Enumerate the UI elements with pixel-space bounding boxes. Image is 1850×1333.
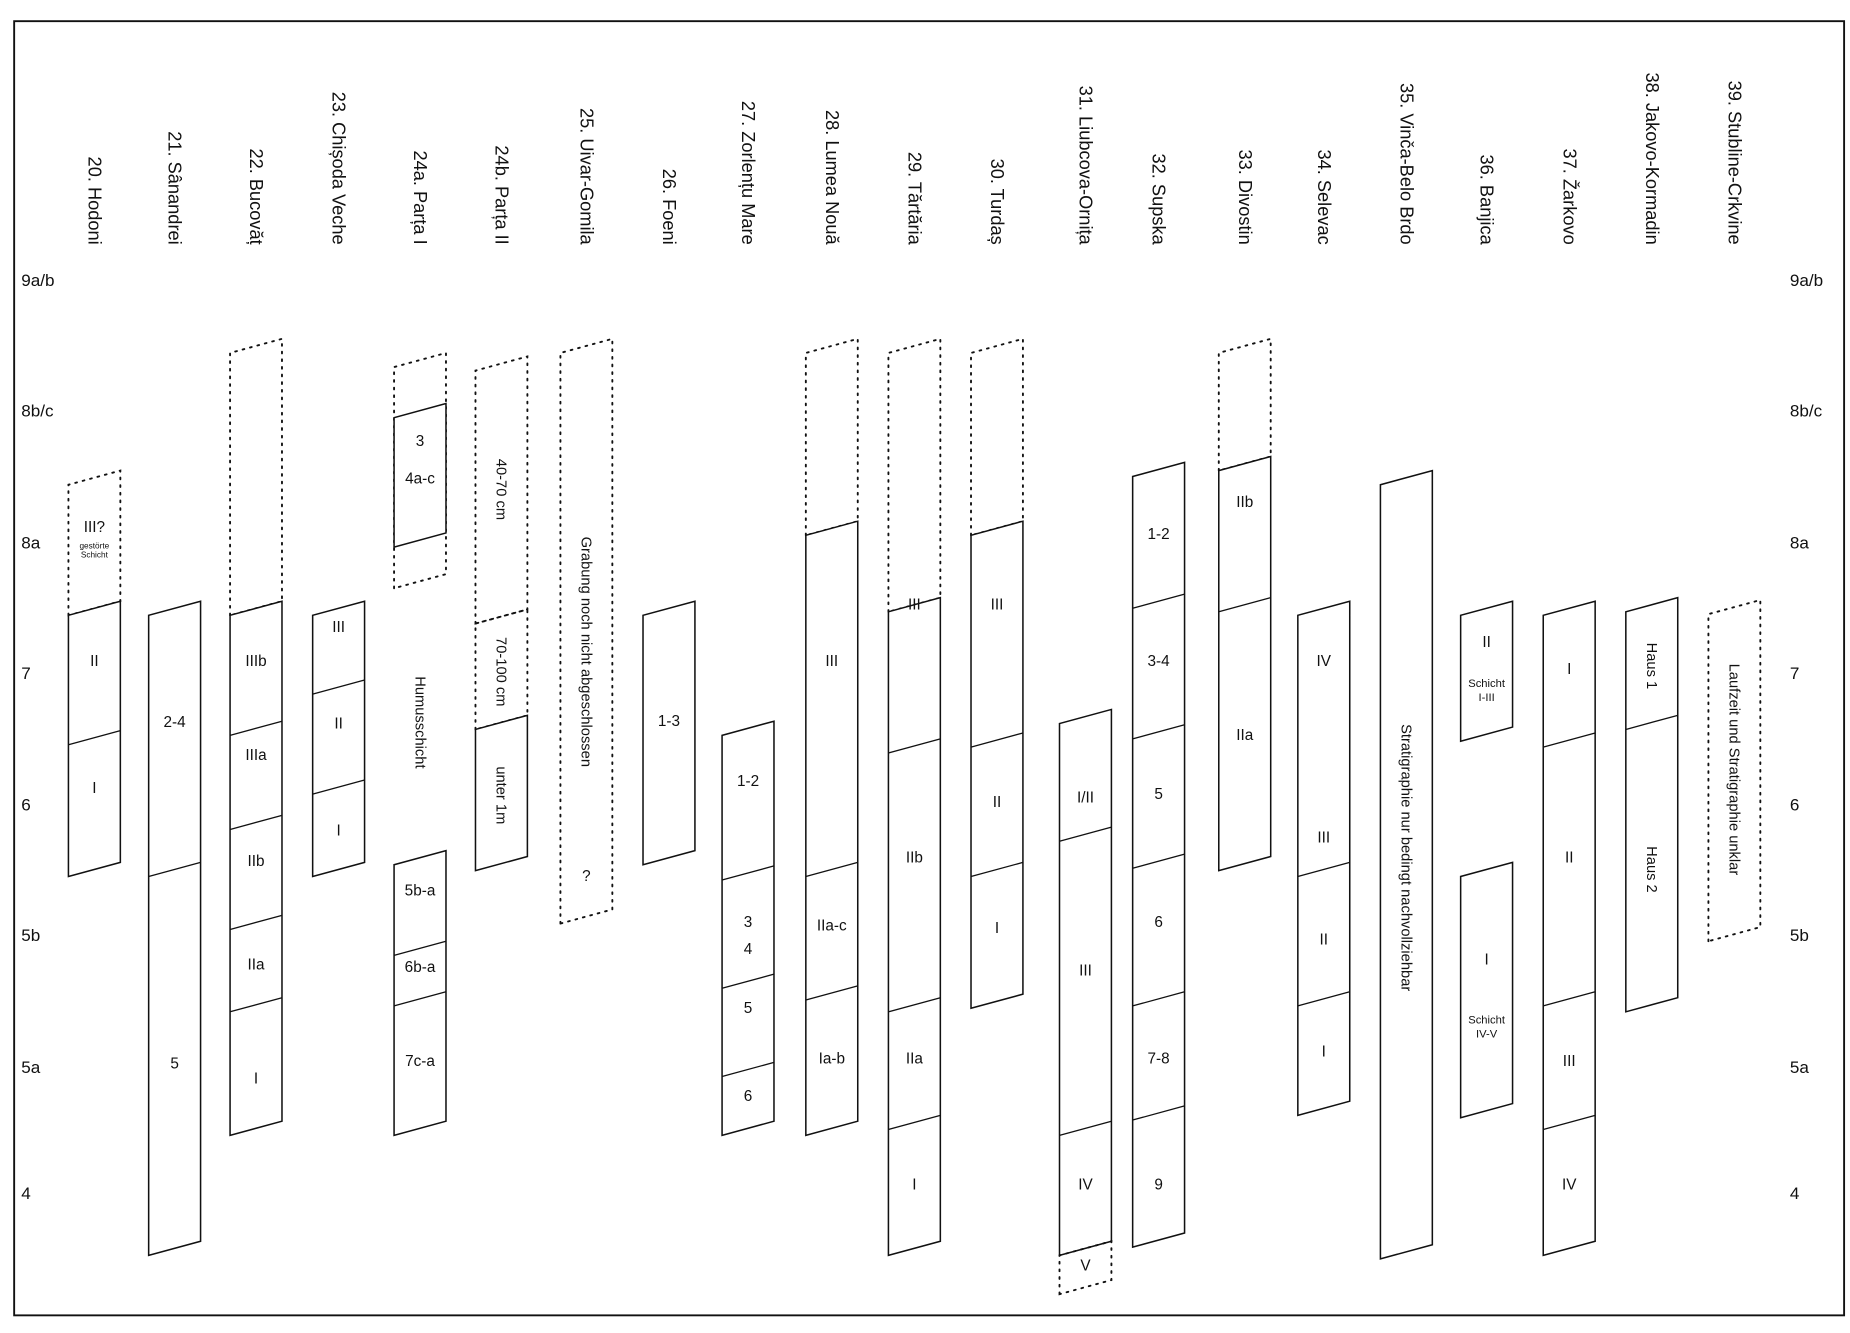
strata-label-vertical: Grabung noch nicht abgeschlossen [577, 536, 594, 768]
site-title: 36. Banjica [1476, 154, 1498, 245]
level-label-right: 5b [1789, 926, 1809, 946]
strata-label: 9 [1154, 1176, 1163, 1194]
strata-label: 6 [1154, 914, 1163, 932]
strata-label: I [1321, 1043, 1326, 1061]
level-label-left: 9a/b [21, 270, 55, 290]
site-column [806, 110, 858, 1135]
site-columns [68, 73, 1760, 1295]
strata-label: IIIa [245, 747, 267, 765]
uncertain-range [1219, 339, 1271, 471]
strata-box [1461, 862, 1513, 1117]
site-column [888, 152, 940, 1256]
site-title: 25. Uivar-Gomila [576, 107, 598, 245]
strata-box [1461, 601, 1513, 741]
strata-label: III? [83, 518, 106, 536]
site-column [1133, 154, 1185, 1248]
site-title: 24a. Parța I [410, 150, 432, 245]
site-column [560, 108, 612, 924]
site-column [149, 131, 201, 1255]
strata-label: IV [1316, 652, 1332, 670]
strata-label: IIIb [245, 652, 267, 670]
strata-box [643, 601, 695, 865]
site-column [1060, 86, 1112, 1295]
level-label-left: 7 [21, 663, 31, 683]
site-title: 38. Jakovo-Kormadin [1641, 72, 1663, 245]
site-title: 26. Foeni [659, 168, 681, 245]
strata-label-vertical: Haus 1 [1643, 642, 1660, 690]
strata-label: IV [1078, 1176, 1093, 1194]
site-column [1543, 148, 1595, 1255]
strata-label: III [1317, 829, 1331, 847]
strata-note: gestörte [79, 541, 110, 551]
strata-label: V [1080, 1257, 1091, 1275]
site-column [1380, 83, 1432, 1259]
site-title: 30. Turdaș [987, 158, 1009, 245]
level-label-left: 5b [21, 926, 41, 946]
site-title: 28. Lumea Nouă [821, 109, 843, 245]
strata-label: 6b-a [404, 958, 436, 976]
strata-label: III [1562, 1052, 1576, 1070]
site-title: 22. Bucovăț [246, 148, 268, 245]
level-label-left: 6 [21, 795, 31, 815]
strata-label: III [825, 652, 839, 670]
strata-label-vertical: Humusschicht [411, 676, 428, 769]
strata-label: IIa [1236, 727, 1254, 745]
strata-label: 2-4 [163, 714, 186, 732]
strata-box [1133, 462, 1185, 1247]
strata-box [888, 598, 940, 1256]
strata-label: II [90, 652, 99, 670]
strata-label: 1-3 [657, 712, 681, 730]
level-label-right: 8b/c [1789, 401, 1823, 421]
strata-label: I [336, 822, 341, 840]
strata-label: 7-8 [1147, 1050, 1170, 1068]
site-title: 31. Liubcova-Ornița [1075, 85, 1097, 245]
strata-label-vertical: Stratigraphie nur bedingt nachvollziehbar [1397, 724, 1414, 992]
site-column [394, 150, 446, 1135]
level-label-right: 4 [1789, 1183, 1800, 1203]
strata-note: Schicht [1468, 1014, 1505, 1027]
strata-label: I [1484, 951, 1489, 969]
uncertain-range [971, 339, 1023, 535]
site-column [722, 101, 774, 1135]
site-title: 37. Žarkovo [1559, 148, 1581, 245]
strata-label: 5 [1154, 785, 1163, 803]
strata-label: 5b-a [404, 882, 436, 900]
strata-note: I-III [1478, 692, 1495, 705]
strata-note: IV-V [1476, 1028, 1498, 1041]
strata-box [1298, 601, 1350, 1115]
strata-label-vertical: Laufzeit und Stratigraphie unklar [1725, 663, 1742, 876]
site-column [68, 157, 120, 877]
strata-label-vertical: 70-100 cm [492, 637, 509, 707]
strata-note: Schicht [1468, 678, 1505, 691]
site-column [1461, 155, 1513, 1118]
site-title: 27. Zorlențu Mare [738, 100, 760, 245]
strata-label: IIa [905, 1050, 923, 1068]
strata-label: 1-2 [1147, 525, 1170, 543]
strata-label: IIa [247, 956, 265, 974]
site-column [971, 159, 1023, 1009]
strata-label: 5 [170, 1055, 179, 1073]
strata-box [1219, 456, 1271, 870]
site-title: 34. Selevac [1313, 149, 1335, 245]
level-label-left: 4 [21, 1183, 31, 1203]
site-title: 39. Stubline-Crkvine [1724, 80, 1746, 245]
uncertain-range [888, 339, 940, 612]
strata-label: I/II [1076, 789, 1094, 807]
level-label-left: 8b/c [21, 401, 54, 421]
strata-label: III [907, 596, 921, 614]
strata-label: II [1319, 931, 1329, 949]
strata-label: I [912, 1176, 917, 1194]
strata-label: II [334, 715, 343, 733]
strata-label: Ia-b [818, 1050, 845, 1068]
site-title: 20. Hodoni [84, 156, 106, 245]
strata-label: I [92, 779, 97, 797]
strata-label: I [253, 1070, 259, 1088]
strata-label: IIb [247, 852, 265, 870]
strata-label: 5 [743, 1000, 753, 1017]
strata-label: ? [582, 868, 591, 886]
uncertain-range [806, 339, 858, 535]
site-title: 33. Divostin [1234, 149, 1256, 245]
strata-label: 6 [743, 1088, 753, 1106]
site-title: 32. Supska [1148, 153, 1170, 245]
site-title: 21. Sânandrei [164, 131, 186, 245]
level-label-right: 8a [1789, 533, 1809, 553]
strata-label: 3 [415, 432, 425, 450]
strata-label: III [332, 618, 346, 636]
strata-label: IIb [1236, 494, 1254, 512]
level-label-right: 9a/b [1789, 270, 1824, 290]
strata-label: IV [1561, 1176, 1577, 1194]
strata-label: III [1079, 962, 1092, 980]
strata-label: II [1564, 849, 1574, 867]
strata-label: III [990, 596, 1004, 614]
site-title: 23. Chișoda Veche [328, 91, 350, 245]
site-column [1219, 149, 1271, 870]
site-column [1708, 81, 1760, 942]
strata-label: IIb [905, 849, 923, 867]
site-title: 35. Vinča-Belo Brdo [1396, 82, 1418, 245]
uncertain-range [230, 339, 282, 615]
strata-box [149, 601, 201, 1255]
level-label-right: 7 [1789, 663, 1800, 683]
site-title: 29. Tărtăria [904, 151, 926, 245]
strata-label: 4a-c [405, 470, 435, 488]
strata-label: IIa-c [816, 917, 847, 935]
strata-box [806, 521, 858, 1135]
site-column [1298, 149, 1350, 1115]
strata-label: 3 [743, 914, 753, 932]
strata-label: II [1482, 634, 1491, 652]
strata-box [68, 601, 120, 876]
site-column [1626, 73, 1678, 1012]
level-label-right: 6 [1789, 795, 1800, 815]
strata-label: I [994, 920, 1000, 937]
site-column [230, 148, 282, 1135]
level-label-left: 8a [21, 533, 41, 553]
site-column [475, 145, 527, 870]
strata-label-vertical: 40-70 cm [492, 458, 509, 521]
level-label-left: 5a [21, 1058, 41, 1077]
strata-note: Schicht [80, 550, 108, 560]
strata-label: 4 [743, 941, 753, 959]
level-label-right: 5a [1789, 1058, 1809, 1077]
site-column [313, 92, 365, 877]
strata-label: 3-4 [1147, 652, 1170, 670]
strata-label: I [1567, 661, 1572, 679]
strata-label-vertical: unter 1m [492, 766, 509, 825]
site-title: 24b. Parța II [491, 145, 513, 245]
strata-label: 7c-a [405, 1052, 435, 1070]
strata-label: II [992, 794, 1002, 812]
strata-box [1543, 601, 1595, 1255]
strata-label: 1-2 [736, 772, 760, 790]
strata-label-vertical: Haus 2 [1643, 846, 1660, 893]
site-column [643, 169, 695, 865]
